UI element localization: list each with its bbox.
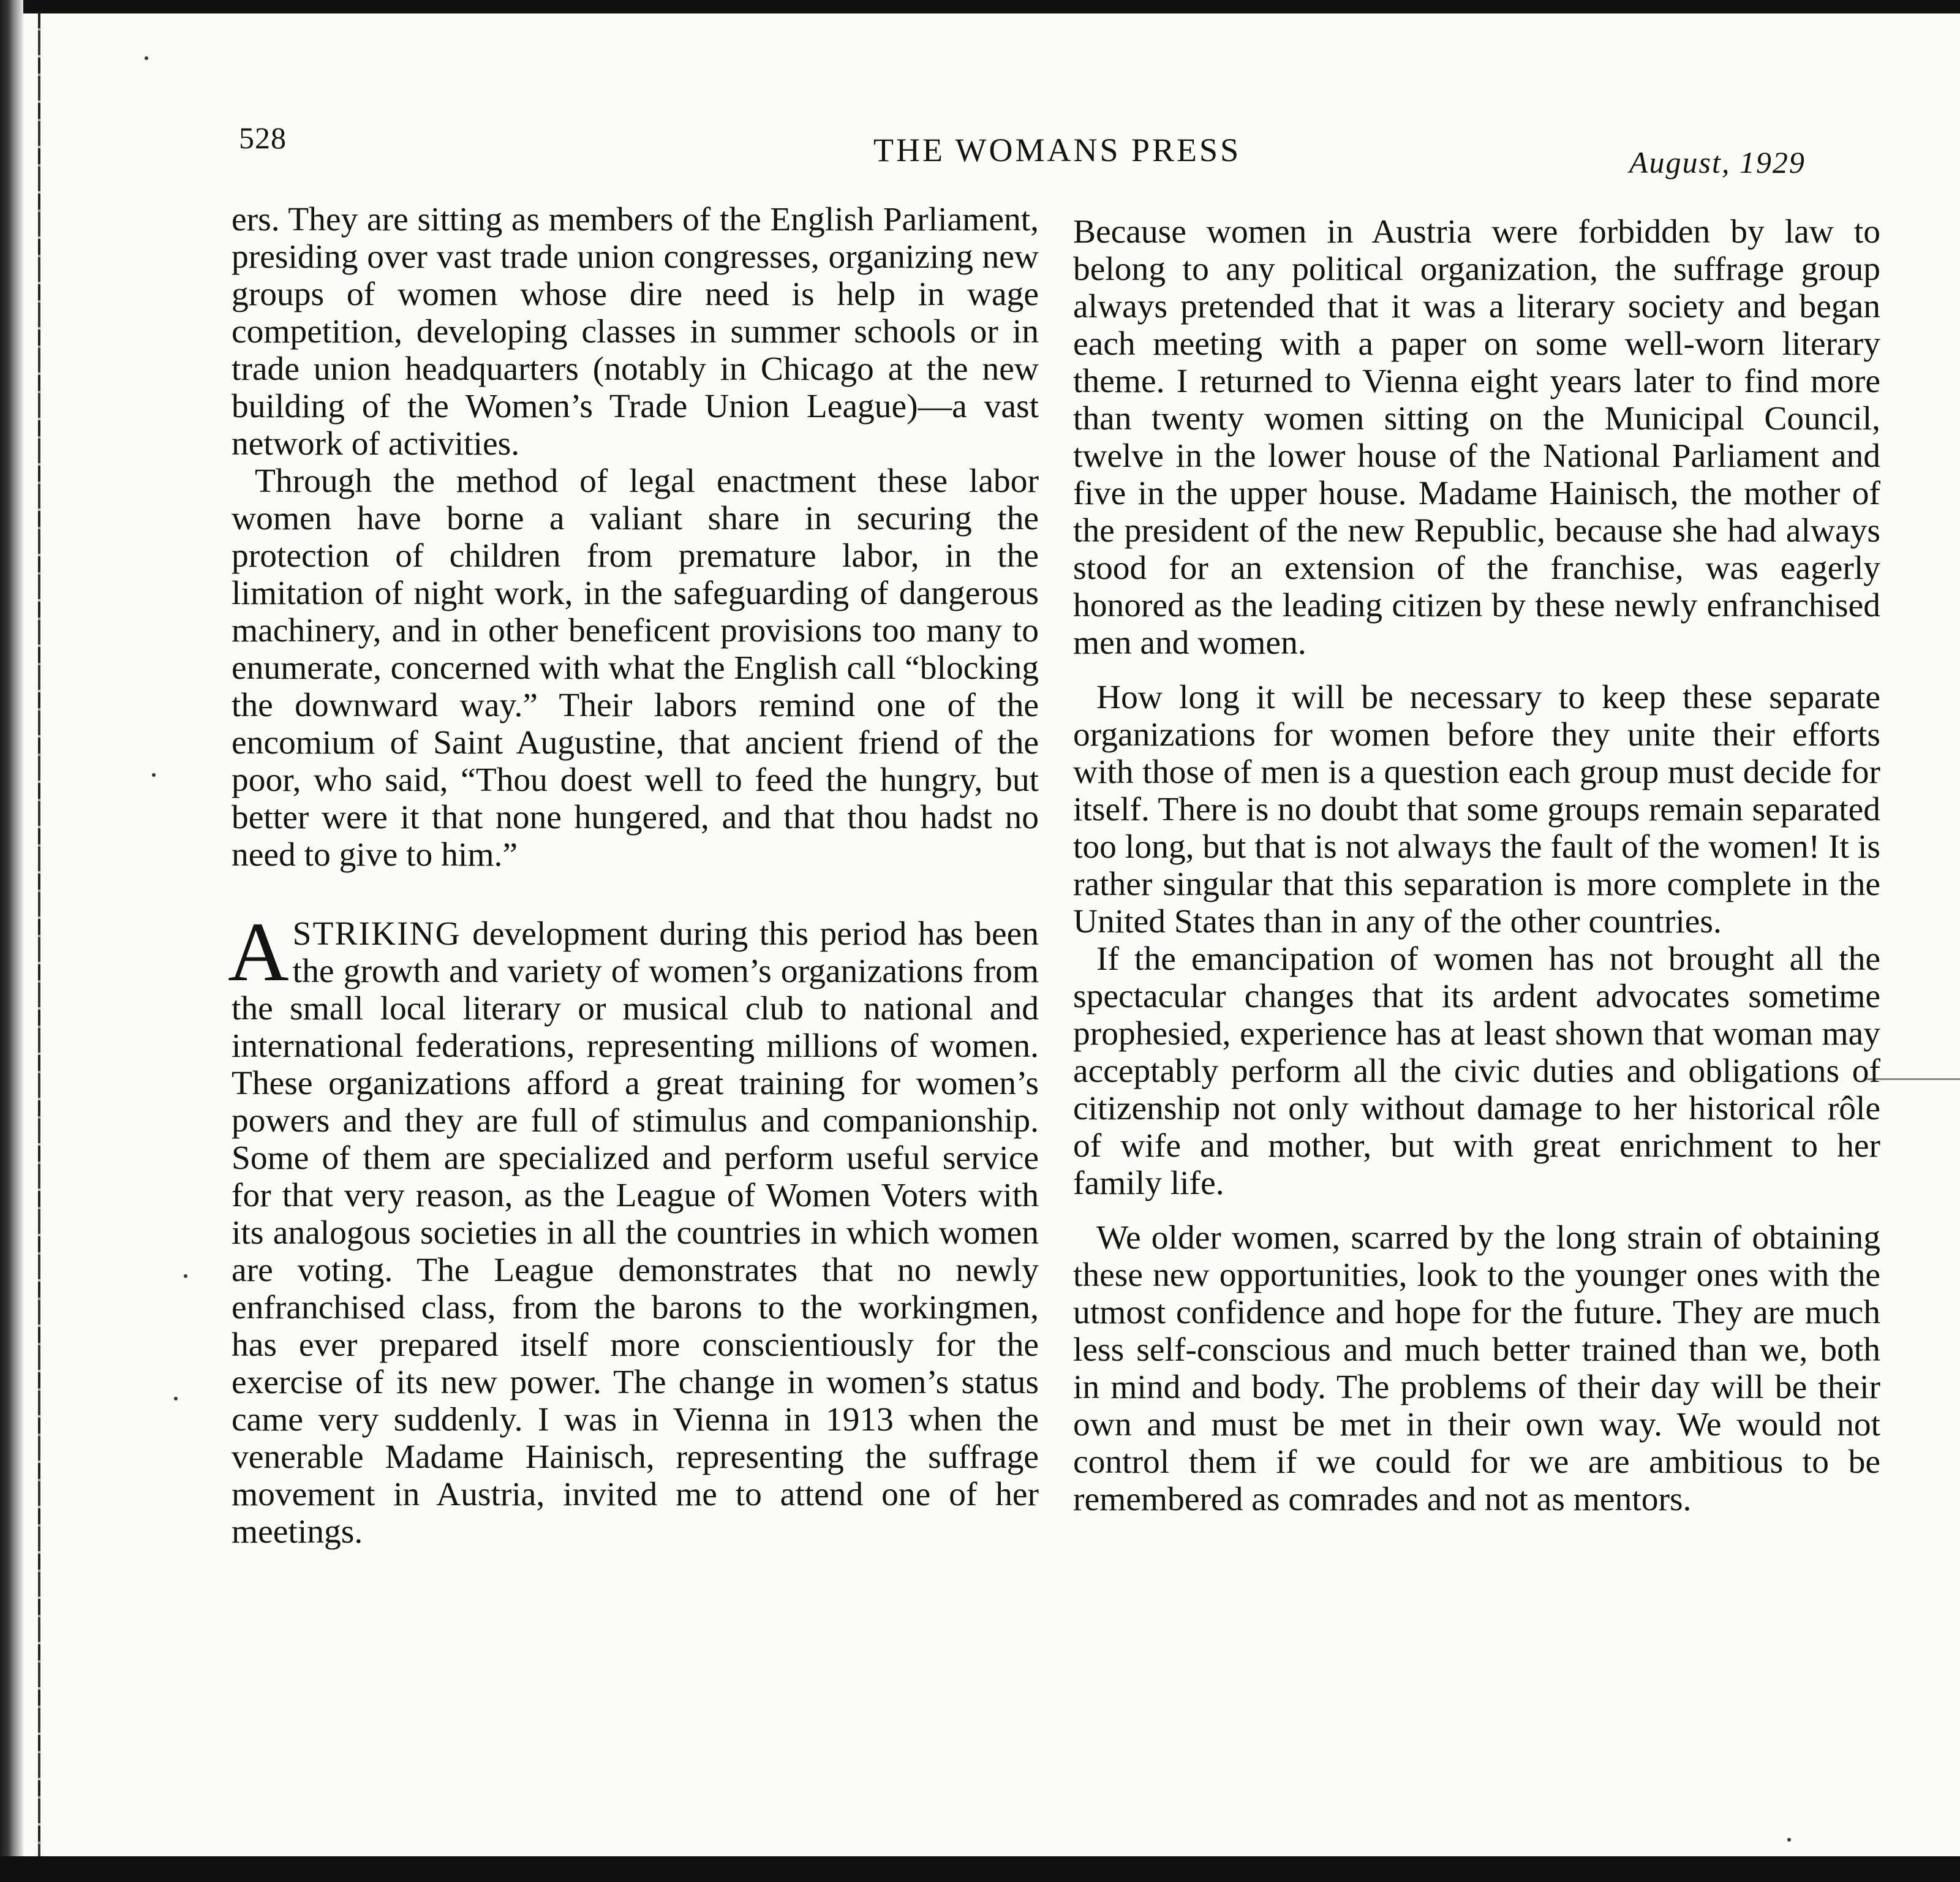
left-column: [228, 201, 1039, 1551]
scan-speck: [1787, 1838, 1791, 1842]
paragraph: Because women in Austria were forbidden by law to belong to any political organization, the suffrage group always pretended that it was a literary society and began each meeting with a paper on some well-worn literary theme. I returned to Vienna eight years later to find more than twenty women sitting on the Municipal Council, twelve in the lower house of the National Parliament and five in the upper house. Madame Hainisch, the mother of the president of the new Republic, because she had always stood for an extension of the franchise, was eagerly honored as the leading citizen by these newly enfranchised men and women.: [1073, 213, 1880, 662]
scan-margin-mark: [1867, 1078, 1960, 1080]
scan-binding-edge: [0, 0, 23, 1882]
paragraph: ers. They are sitting as members of the English Parliament, presiding over vast trade union congresses, organizing new groups of women whose dire need is help in wage competition, developing classes in summer schools or in trade union headquarters (notably in Chicago at the new building of the Women’s Trade Union League)—a vast network of activities.: [232, 201, 1039, 463]
paragraph: Through the method of legal enactment these labor women have borne a valiant share in securing the protection of children from premature labor, in the limitation of night work, in the safeguarding of dangerous machinery, and in other beneficent provisions too many to enumerate, concerned with what the English call “blocking the downward way.” Their labors remind one of the encomium of Saint Augustine, that ancient friend of the poor, who said, “Thou doest well to feed the hungry, but better were it that none hungered, and that thou hadst no need to give to him.”: [232, 463, 1039, 874]
issue-date: August, 1929: [1629, 145, 1806, 180]
paragraph: We older women, scarred by the long strain of obtaining these new opportunities, look to the younger ones with the utmost confidence and hope for the future. They are much less self-conscious and much better trained than we, both in mind and body. The problems of their day will be their own and must be met in their own way. We would not control them if we could for we are ambitious to be remembered as comrades and not as mentors.: [1073, 1219, 1880, 1518]
scan-speck: [174, 1397, 178, 1400]
paragraph-text: development during this period has been the growth and variety of women’s organizations from the small local literary or musical club to national and international federations, representing millions of women. These organizations afford a great training for women’s powers and they are full of stimulus and companionship. Some of them are specialized and perform useful service for that very reason, as the League of Women Voters with its analogous societies in all the countries in which women are voting. The League demonstrates that no newly enfranchised class, from the barons to the workingmen, has ever prepared itself more conscientiously for the exercise of its new power. The change in women’s status came very suddenly. I was in Vienna in 1913 when the venerable Madame Hainisch, representing the suffrage movement in Austria, invited me to attend one of her meetings.: [232, 915, 1039, 1551]
right-column: [1073, 213, 1880, 1518]
drop-cap: A: [228, 905, 289, 999]
scan-speck: [145, 56, 148, 60]
scan-speck: [152, 773, 156, 777]
scan-speck: [184, 1274, 187, 1278]
scan-gutter-line: [38, 12, 40, 1869]
section-opening-paragraph: [228, 905, 1039, 1551]
journal-title: THE WOMANS PRESS: [873, 132, 1242, 168]
lead-in-caps: STRIKING: [292, 915, 461, 953]
scan-border-top: [0, 0, 1960, 13]
page-number: 528: [239, 121, 287, 155]
paragraph: How long it will be necessary to keep these separate organizations for women before they unite their efforts with those of men is a question each group must decide for itself. There is no doubt that some groups remain separated too long, but that is not always the fault of the women! It is rather singular that this separation is more complete in the United States than in any of the other countries.: [1073, 679, 1880, 940]
paragraph: If the emancipation of women has not brought all the spectacular changes that its ardent advocates sometime prophesied, experience has at least shown that woman may acceptably perform all the civic duties and obligations of citizenship not only without damage to her historical rôle of wife and mother, but with great enrichment to her family life.: [1073, 940, 1880, 1202]
scan-border-bottom: [0, 1856, 1960, 1882]
